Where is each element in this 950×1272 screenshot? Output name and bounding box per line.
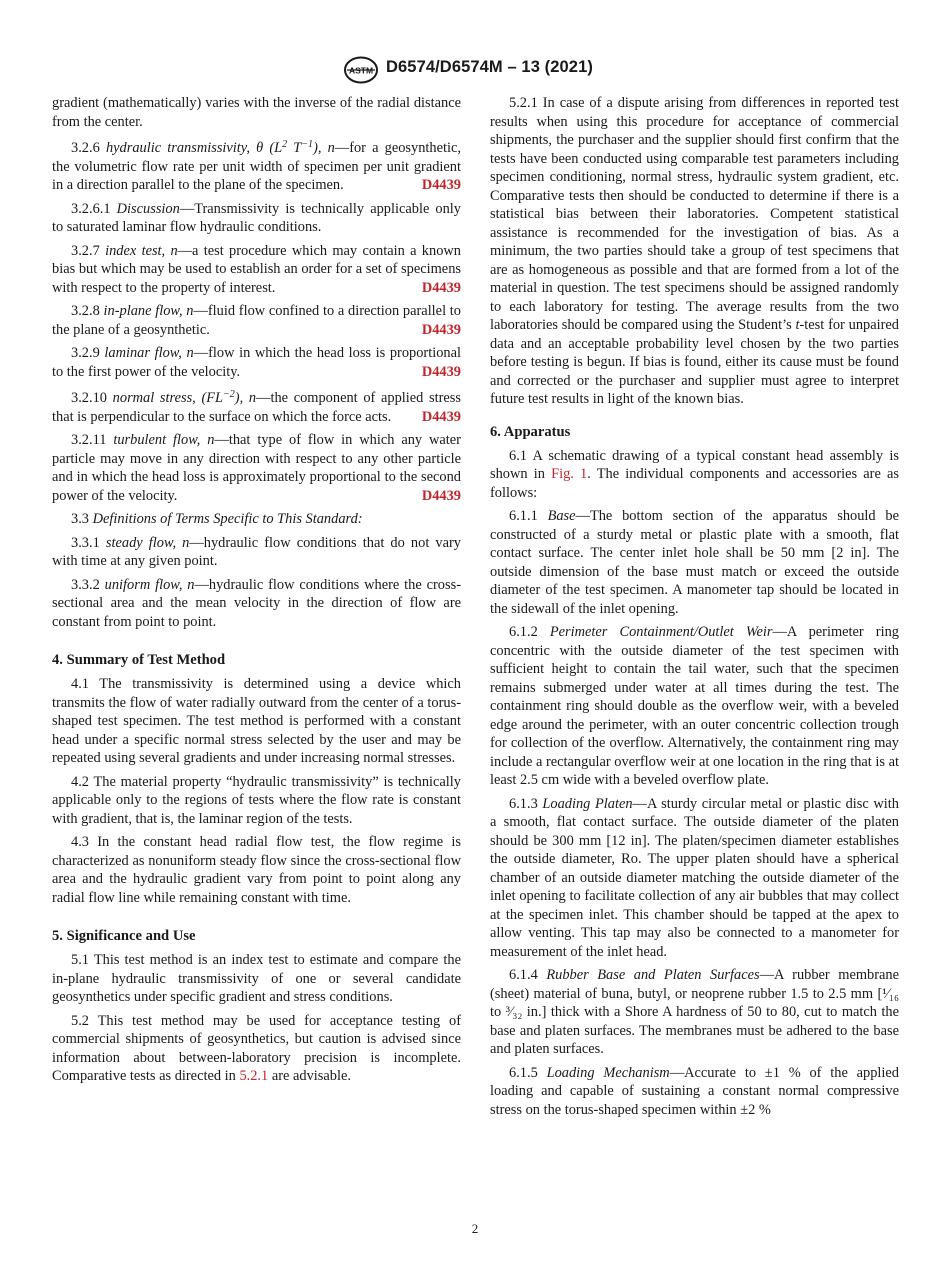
reference-d4439[interactable]: D4439 — [421, 487, 461, 504]
term: Perimeter Containment/Outlet Weir — [549, 624, 773, 640]
section-3-3: 3.3 Definitions of Terms Specific to This Standard: — [71, 511, 363, 527]
page-header — [0, 56, 950, 84]
page-number: 2 — [471, 1221, 479, 1236]
paragraph-6-1-1: 6.1.1 Base—The bottom section of the apparatus should be constructed of a sturdy metal or plastic plate with a smooth, flat contact surface. The center inlet hole shall be 50 mm [2 in]. The outside dimension of the base must match or exceed the outside diameter of the test specimen. A manometer tap should be located in the sidewall of the inlet opening. — [490, 508, 899, 617]
term: hydraulic transmissivity, θ (L$^2$ T$^{-1}$), n — [105, 139, 335, 156]
paragraph-4-2: 4.2 The material property “hydraulic transmissivity” is technically applicable only to the regions of tests where the flow rate is constant with gradient, that is, the laminar region of the tests. — [52, 773, 461, 827]
astm-logo-text: ASTM — [348, 65, 374, 76]
term: steady flow, n — [105, 534, 190, 551]
term: Rubber Base and Platen Surfaces — [546, 967, 760, 983]
definition-body: —a test procedure which may contain a known bias but which may be used to establish an order for a set of specimens with respect to the property of interest. — [52, 242, 461, 296]
right-column — [490, 94, 899, 1124]
definition-3-2-9: 3.2.9 laminar flow, n—flow in which the head loss is proportional to the first power of the velocity. D4439 — [52, 345, 461, 380]
term: uniform flow, n — [104, 576, 195, 593]
paragraph-4-3: 4.3 In the constant head radial flow test, the flow regime is characterized as nonuniform steady flow since the cross-sectional flow area and the hydraulic gradient vary from point to point along any radial flow line while remaining constant with time. — [52, 834, 461, 906]
heading-significance-and-use: 5. Significance and Use — [52, 928, 196, 944]
definition-body: —the component of applied stress that is perpendicular to the surface on which the force acts. — [52, 390, 461, 425]
reference-d4439[interactable]: D4439 — [421, 177, 461, 193]
term: Definitions of Terms Specific to This Standard: — [92, 511, 363, 527]
definition-3-2-11: 3.2.11 turbulent flow, n—that type of flow in which any water particle may move in any direction with respect to any other particle and in which the head loss is approximately proportional to the second power of the velocity. D4439 — [52, 432, 461, 504]
paragraph-5-1: 5.1 This test method is an index test to estimate and compare the in-plane hydraulic transmissivity of one or several candidate geosynthetics under specific gradient and stress conditions. — [52, 952, 461, 1005]
reference-d4439[interactable]: D4439 — [421, 279, 461, 296]
definition-body: —for a geosynthetic, the volumetric flow rate per unit width of specimen per unit gradient in a direction parallel to the plane of the specimen. — [52, 140, 461, 193]
section-number: 3.2.6 — [71, 140, 100, 156]
reference-d4439[interactable]: D4439 — [421, 408, 461, 425]
left-column — [52, 94, 461, 1091]
paragraph-5-2: 5.2 This test method may be used for acceptance testing of commercial shipments of geosynthetics, but caution is advised since information about between-laboratory precision is incomplete. Comparative tests as directed in 5.2.1 are advisable. — [52, 1012, 461, 1084]
definition-body: —that type of flow in which any water particle may move in any direction with respect to any other particle and in which the head loss is approximately proportional to the second power of the velocity. — [52, 432, 461, 504]
link-5-2-1[interactable]: 5.2.1 — [239, 1068, 269, 1084]
definition-body: —fluid flow confined to a direction parallel to the plane of a geosynthetic. — [52, 303, 462, 338]
paragraph-6-1-4: 6.1.4 Rubber Base and Platen Surfaces—A rubber membrane (sheet) material of buna, butyl, or neoprene rubber 1.5 to 2.5 mm [¹⁄₁₆ to ³⁄₃₂ in.] thick with a Shore A hardness of 50 to 80, cut to match the base and platen surfaces. The membranes must be adhered to the base and platen surfaces. — [490, 967, 899, 1057]
paragraph-6-1-3: 6.1.3 Loading Platen—A sturdy circular metal or plastic disc with a smooth, flat contact surface. The outside diameter of the platen should be 300 mm [12 in]. The platen/specimen diameter establishes the outside diameter, Ro. The upper platen should have a spherical chamber of an outside diameter matching the outside diameter of the inlet opening to facilitate collection of any air bubbles that may collect at the specimen inlet. This chamber should be tapped at the apex to allow venting. This tap may also be connected to a manometer for measurement of the inlet head. — [490, 795, 899, 960]
term: normal stress, (FL$^{-2}$), n — [112, 389, 257, 406]
reference-d4439[interactable]: D4439 — [421, 363, 461, 380]
term: Discussion — [116, 200, 180, 217]
term: laminar flow, n — [104, 345, 194, 361]
document-title: D6574/D6574M – 13 (2021) — [386, 58, 593, 76]
definition-3-2-8: 3.2.8 in-plane flow, n—fluid flow confined to a direction parallel to the plane of a geosynthetic. D4439 — [52, 303, 462, 338]
definition-3-3-2: 3.3.2 uniform flow, n—hydraulic flow conditions where the cross-sectional area and the mean velocity in the direction of flow are constant from point to point. — [52, 576, 461, 630]
term: in-plane flow, n — [103, 303, 194, 319]
definition-body: —Transmissivity is technically applicable only to saturated laminar flow hydraulic conditions. — [52, 200, 461, 235]
paragraph-6-1-5: 6.1.5 Loading Mechanism—Accurate to ±1 % of the applied loading and capable of sustaining a constant normal compressive stress on the torus-shaped specimen within ±2 % — [490, 1064, 899, 1118]
definition-3-2-7: 3.2.7 index test, n—a test procedure which may contain a known bias but which may be used to establish an order for a set of specimens with respect to the property of interest. D4439 — [52, 242, 461, 296]
astm-logo-icon — [343, 56, 379, 84]
definition-3-2-10: 3.2.10 normal stress, (FL$^{-2}$), n—the component of applied stress that is perpendicular to the surface on which the force acts. D4439 — [52, 389, 461, 425]
paragraph-5-2-1: 5.2.1 In case of a dispute arising from differences in reported test results when using this procedure for acceptance of commercial shipments, the purchaser and the supplier should first confirm that the tests have been conducted using comparable test parameters including specimen conditioning, normal stress, hydraulic system gradient, etc. Comparative tests then should be conducted to determine if there is a statistical bias between their laboratories. Competent statistical assistance is recommended for the investigation of bias. As a minimum, the two parties should take a group of test specimens that are as homogeneous as possible and that are formed from a lot of the material in question. The test specimens should be assigned randomly to each laboratory for testing. The average results from the two laboratories should be compared using the Student’s t-test for unpaired data and an acceptable probability level chosen by the two parties before testing is begun. If bias is found, either its cause must be found and corrected or the purchaser and supplier must agree to interpret future test results in light of the known bias. — [490, 95, 899, 407]
link-fig-1[interactable]: Fig. 1 — [551, 466, 588, 482]
paragraph-6-1: 6.1 A schematic drawing of a typical constant head assembly is shown in Fig. 1. The individual components and accessories are as follows: — [490, 447, 900, 501]
definition-body: —hydraulic flow conditions where the cross-sectional area and the mean velocity in the direction of flow are constant from point to point. — [52, 576, 461, 630]
paragraph-6-1-2: 6.1.2 Perimeter Containment/Outlet Weir—A perimeter ring concentric with the outside diameter of the test specimen with sufficient height to contain the tail water, such that the specimen remains submerged under water at all times during the test. The containment ring should double as the overflow weir, with a beveled edge around the perimeter, with an outer concentric collection trough for collection of the overflow. Alternatively, the containment ring may include a rectangular overflow weir at one location in the ring that is at least 2.5 cm wide with a beveled overflow plate. — [490, 624, 899, 788]
heading-summary-of-test-method: 4. Summary of Test Method — [52, 652, 226, 668]
paragraph-gradient-cont: gradient (mathematically) varies with the inverse of the radial distance from the center. — [52, 95, 461, 130]
heading-apparatus: 6. Apparatus — [490, 423, 571, 440]
paragraph-4-1: 4.1 The transmissivity is determined using a device which transmits the flow of water radially outward from the center of a torus-shaped test specimen. The test method is performed with a constant head under a specific normal stress selected by the user and may be repeated using several gradients and under increasing normal stresses. — [52, 676, 461, 766]
reference-d4439[interactable]: D4439 — [421, 321, 461, 338]
term: turbulent flow, n — [113, 432, 215, 448]
definition-3-2-6-1: 3.2.6.1 Discussion—Transmissivity is technically applicable only to saturated laminar flow hydraulic conditions. — [52, 200, 461, 235]
term: index test, n — [105, 242, 178, 259]
term: Base — [547, 508, 576, 524]
definition-body: —hydraulic flow conditions that do not vary with time at any given point. — [52, 534, 461, 569]
term: Loading Platen — [542, 795, 633, 812]
term: Loading Mechanism — [546, 1064, 670, 1081]
definition-3-3-1: 3.3.1 steady flow, n—hydraulic flow conditions that do not vary with time at any given point. — [52, 534, 461, 569]
definition-body: —flow in which the head loss is proportional to the first power of the velocity. — [52, 345, 461, 380]
definition-3-2-6 — [52, 136, 461, 195]
